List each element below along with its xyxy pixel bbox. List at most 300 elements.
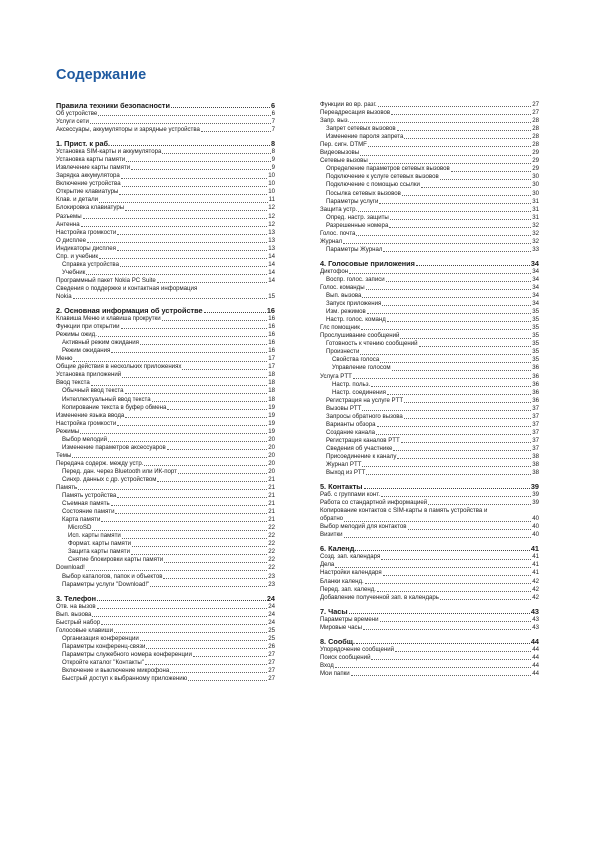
entry-page-number: 37: [532, 420, 539, 428]
toc-entry[interactable]: [320, 292, 539, 300]
dot-leader: [73, 361, 267, 362]
toc-entry[interactable]: [56, 339, 275, 347]
toc-entry[interactable]: [320, 230, 539, 238]
entry-page-number: 42: [532, 577, 539, 585]
toc-entry[interactable]: [320, 198, 539, 206]
toc-entry[interactable]: [320, 437, 539, 445]
entry-page-number: 12: [268, 212, 275, 220]
toc-entry[interactable]: [56, 412, 275, 420]
toc-entry[interactable]: [56, 484, 275, 492]
entry-title: Включение устройства: [56, 180, 121, 188]
dot-leader: [121, 178, 267, 179]
toc-section-heading[interactable]: [56, 306, 275, 315]
toc-entry[interactable]: [320, 421, 539, 429]
entry-page-number: 27: [268, 650, 275, 658]
toc-entry[interactable]: [56, 444, 275, 452]
dot-leader: [377, 426, 532, 427]
toc-entry[interactable]: [56, 420, 275, 428]
entry-page-number: 19: [268, 427, 275, 435]
toc-entry[interactable]: [320, 461, 539, 469]
entry-title: Память устройства: [62, 492, 117, 500]
toc-entry[interactable]: [320, 340, 539, 348]
toc-entry[interactable]: [320, 246, 539, 254]
entry-page-number: 21: [268, 500, 275, 508]
toc-entry[interactable]: [320, 413, 539, 421]
toc-entry[interactable]: [56, 643, 275, 651]
toc-entry[interactable]: [320, 300, 539, 308]
toc-entry[interactable]: [56, 245, 275, 253]
toc-entry[interactable]: [56, 556, 275, 564]
entry-page-number: 35: [532, 324, 539, 332]
entry-title: Функции при открытии: [56, 323, 120, 331]
toc-section-heading[interactable]: [320, 259, 539, 268]
dot-leader: [362, 466, 531, 467]
toc-entry[interactable]: [56, 500, 275, 508]
toc-entry[interactable]: [320, 561, 539, 569]
toc-section-heading[interactable]: [320, 544, 539, 553]
dot-leader: [204, 312, 266, 313]
toc-entry[interactable]: [56, 371, 275, 379]
section-page-number: 24: [266, 593, 275, 603]
entry-title: Перед. зап. календ.: [320, 585, 376, 593]
entry-title: Поиск сообщений: [320, 653, 371, 661]
toc-section-heading[interactable]: [320, 607, 539, 616]
page-title: Содержание: [56, 67, 147, 83]
toc-entry[interactable]: [56, 564, 275, 572]
toc-entry[interactable]: [56, 363, 275, 371]
entry-page-number: 41: [532, 561, 539, 569]
dot-leader: [344, 521, 531, 522]
dot-leader: [171, 107, 270, 108]
entry-page-number: 40: [532, 523, 539, 531]
entry-page-number: 7: [271, 126, 275, 134]
toc-entry[interactable]: [56, 540, 275, 548]
entry-title: Сведения об участнике: [326, 444, 393, 452]
toc-entry-wrapped[interactable]: [320, 507, 539, 523]
entry-page-number: 12: [268, 204, 275, 212]
dot-leader: [97, 608, 268, 609]
entry-page-number: 38: [532, 469, 539, 477]
entry-page-number: 16: [268, 323, 275, 331]
toc-entry[interactable]: [56, 651, 275, 659]
entry-title: Организация конференции: [62, 634, 139, 642]
toc-entry[interactable]: [320, 165, 539, 173]
toc-entry[interactable]: [56, 675, 275, 683]
toc-entry[interactable]: [320, 149, 539, 157]
entry-page-number: 16: [268, 331, 275, 339]
entry-title: Запрет сетевых вызовов: [326, 125, 396, 133]
entry-title: Об устройстве: [56, 110, 98, 117]
entry-title: Выбор каталогов, папок и объектов: [62, 572, 163, 580]
toc-entry[interactable]: [56, 213, 275, 221]
entry-title: Параметры служебного номера конференции: [62, 650, 192, 658]
section-page-number: 39: [530, 482, 539, 492]
entry-page-number: 11: [268, 196, 275, 204]
dot-leader: [108, 441, 267, 442]
dot-leader: [122, 538, 267, 539]
dot-leader: [428, 504, 531, 505]
dot-leader: [144, 465, 267, 466]
entry-page-number: 14: [268, 276, 275, 284]
dot-leader: [383, 251, 531, 252]
toc-entry[interactable]: [320, 429, 539, 437]
toc-entry-wrapped[interactable]: [56, 285, 275, 301]
toc-entry[interactable]: [56, 172, 275, 180]
entry-page-number: 15: [268, 292, 275, 300]
entry-title: Определение параметров сетевых вызовов: [326, 165, 450, 173]
toc-entry[interactable]: [320, 646, 539, 654]
entry-page-number: 44: [532, 669, 539, 677]
entry-title: Зарядка аккумулятора: [56, 172, 120, 180]
toc-entry[interactable]: [56, 180, 275, 188]
toc-entry[interactable]: [320, 141, 539, 149]
entry-page-number: 28: [532, 125, 539, 133]
toc-entry[interactable]: [56, 603, 275, 611]
toc-entry[interactable]: [320, 173, 539, 181]
dot-leader: [421, 187, 531, 188]
entry-title: Установка карты памяти: [56, 156, 126, 164]
toc-entry[interactable]: [320, 381, 539, 389]
dot-leader: [72, 457, 267, 458]
dot-leader: [97, 600, 266, 601]
entry-title: Память: [56, 484, 78, 492]
toc-entry[interactable]: [320, 373, 539, 381]
entry-title: Формат. карты памяти: [68, 540, 132, 548]
toc-entry[interactable]: [56, 269, 275, 277]
toc-entry[interactable]: [320, 499, 539, 507]
dot-leader: [377, 591, 531, 592]
toc-entry[interactable]: [320, 332, 539, 340]
entry-title: Работа со стандартной информацией: [320, 499, 428, 507]
entry-page-number: 18: [268, 387, 275, 395]
section-title: Правила техники безопасности: [56, 101, 170, 110]
entry-title: Изменение пароля запрета: [326, 133, 404, 141]
toc-entry[interactable]: [320, 364, 539, 372]
section-page-number: 6: [270, 101, 275, 110]
toc-entry[interactable]: [320, 523, 539, 531]
toc-entry[interactable]: [56, 387, 275, 395]
toc-entry[interactable]: [320, 316, 539, 324]
entry-page-number: 19: [268, 411, 275, 419]
entry-page-number: 26: [268, 642, 275, 650]
entry-page-number: 20: [268, 435, 275, 443]
entry-title: Изменение языка ввода: [56, 411, 125, 419]
entry-page-number: 29: [532, 165, 539, 173]
entry-page-number: 13: [268, 244, 275, 252]
toc-entry[interactable]: [56, 221, 275, 229]
toc-entry[interactable]: [56, 476, 275, 484]
section-page-number: 44: [530, 636, 539, 646]
dot-leader: [356, 235, 531, 236]
entry-page-number: 38: [532, 461, 539, 469]
toc-entry[interactable]: [320, 109, 539, 117]
toc-entry[interactable]: [320, 181, 539, 189]
toc-entry[interactable]: [56, 331, 275, 339]
dot-leader: [350, 122, 531, 123]
dot-leader: [90, 123, 271, 124]
dot-leader: [397, 458, 531, 459]
entry-title: Клавиша Меню и клавиша прокрутки: [56, 315, 161, 323]
toc-entry[interactable]: [320, 157, 539, 165]
entry-page-number: 37: [532, 404, 539, 412]
dot-leader: [366, 474, 531, 475]
toc-entry[interactable]: [320, 308, 539, 316]
toc-entry[interactable]: [320, 654, 539, 662]
dot-leader: [145, 664, 267, 665]
entry-title: Клав. и детали: [56, 196, 99, 204]
dot-leader: [99, 202, 268, 203]
toc-entry[interactable]: [56, 436, 275, 444]
dot-leader: [87, 242, 267, 243]
toc-entry[interactable]: [320, 125, 539, 133]
toc-entry[interactable]: [56, 355, 275, 363]
entry-title: Справка устройства: [62, 260, 119, 268]
entry-page-number: 28: [532, 141, 539, 149]
toc-entry[interactable]: [56, 659, 275, 667]
toc-entry[interactable]: [320, 469, 539, 477]
toc-entry[interactable]: [56, 619, 275, 627]
toc-entry[interactable]: [56, 396, 275, 404]
toc-entry[interactable]: [320, 586, 539, 594]
entry-page-number: 9: [271, 164, 275, 172]
toc-entry[interactable]: [320, 238, 539, 246]
toc-entry[interactable]: [56, 315, 275, 323]
section-title: 2. Основная информация об устройстве: [56, 306, 203, 316]
entry-title: Параметры конференц-связи: [62, 642, 146, 650]
entry-page-number: 28: [532, 133, 539, 141]
entry-title: Быстрый набор: [56, 618, 101, 626]
dot-leader: [343, 243, 531, 244]
toc-entry[interactable]: [56, 253, 275, 261]
dot-leader: [125, 393, 268, 394]
section-page-number: 43: [530, 606, 539, 616]
toc-section-heading[interactable]: [56, 594, 275, 603]
toc-entry[interactable]: [56, 468, 275, 476]
dot-leader: [390, 219, 531, 220]
dot-leader: [395, 651, 531, 652]
toc-entry[interactable]: [56, 261, 275, 269]
entry-page-number: 36: [532, 380, 539, 388]
entry-title: Настр. польз.: [332, 380, 371, 388]
toc-entry[interactable]: [320, 569, 539, 577]
section-page-number: 16: [266, 306, 275, 316]
entry-page-number: 41: [532, 569, 539, 577]
entry-page-number: 36: [532, 372, 539, 380]
toc-entry[interactable]: [56, 548, 275, 556]
dot-leader: [357, 550, 529, 551]
dot-leader: [111, 352, 267, 353]
entry-page-number: 23: [268, 572, 275, 580]
toc-entry[interactable]: [56, 156, 275, 164]
entry-page-number: 31: [532, 197, 539, 205]
toc-entry[interactable]: [320, 624, 539, 632]
toc-section-heading[interactable]: [56, 139, 275, 148]
dot-leader: [170, 672, 267, 673]
toc-entry[interactable]: [56, 196, 275, 204]
entry-title: Переадресация вызовов: [320, 109, 391, 117]
toc-entry[interactable]: [56, 667, 275, 675]
toc-entry[interactable]: [56, 277, 275, 285]
toc-entry[interactable]: [320, 268, 539, 276]
dot-leader: [120, 266, 267, 267]
toc-entry[interactable]: [56, 573, 275, 581]
entry-title-line2: обратно: [320, 515, 344, 523]
dot-leader: [386, 281, 532, 282]
entry-title: Создание канала: [326, 428, 376, 436]
toc-entry[interactable]: [320, 662, 539, 670]
toc-entry[interactable]: [56, 229, 275, 237]
dot-leader: [387, 321, 531, 322]
dot-leader: [146, 648, 267, 649]
toc-entry[interactable]: [56, 204, 275, 212]
entry-page-number: 18: [268, 379, 275, 387]
entry-page-number: 23: [268, 580, 275, 588]
dot-leader: [378, 106, 532, 107]
entry-title: Мои папки: [320, 669, 350, 677]
toc-entry[interactable]: [320, 491, 539, 499]
toc-entry[interactable]: [320, 397, 539, 405]
entry-title: Обычный ввод текста: [62, 387, 124, 395]
dot-leader: [380, 362, 531, 363]
entry-page-number: 14: [268, 252, 275, 260]
dot-leader: [78, 489, 267, 490]
entry-page-number: 27: [532, 101, 539, 108]
toc-entry[interactable]: [320, 445, 539, 453]
dot-leader: [117, 234, 267, 235]
dot-leader: [101, 521, 267, 522]
entry-page-number: 35: [532, 348, 539, 356]
toc-entry[interactable]: [56, 323, 275, 331]
toc-entry[interactable]: [320, 133, 539, 141]
toc-entry[interactable]: [56, 627, 275, 635]
entry-page-number: 27: [268, 675, 275, 683]
entry-title: Настройка громкости: [56, 228, 117, 236]
toc-entry[interactable]: [320, 616, 539, 624]
toc-entry[interactable]: [56, 635, 275, 643]
entry-title-line1: Сведения о поддержке и контактная информация: [56, 284, 198, 292]
toc-entry[interactable]: [320, 190, 539, 198]
toc-entry[interactable]: [56, 347, 275, 355]
dot-leader: [367, 313, 531, 314]
toc-entry[interactable]: [56, 532, 275, 540]
entry-title: Воспр. голос. записи: [326, 275, 385, 283]
dot-leader: [83, 218, 268, 219]
toc-entry[interactable]: [320, 222, 539, 230]
toc-entry[interactable]: [56, 452, 275, 460]
dot-leader: [368, 146, 531, 147]
entry-page-number: 21: [268, 492, 275, 500]
dot-leader: [73, 298, 268, 299]
entry-title: Аксессуары, аккумуляторы и зарядные устройства: [56, 126, 200, 134]
toc-entry[interactable]: [56, 581, 275, 589]
entry-page-number: 21: [268, 484, 275, 492]
toc-entry[interactable]: [320, 405, 539, 413]
toc-entry[interactable]: [56, 126, 275, 134]
entry-title: Извлечение карты памяти: [56, 164, 131, 172]
entry-page-number: 20: [268, 459, 275, 467]
entry-title: Защита карты памяти: [68, 548, 130, 556]
toc-entry[interactable]: [56, 110, 275, 118]
toc-entry[interactable]: [56, 164, 275, 172]
toc-entry[interactable]: [56, 428, 275, 436]
dot-leader: [125, 417, 267, 418]
entry-title: Визитки: [320, 531, 343, 539]
entry-title: Голос. команды: [320, 283, 365, 291]
toc-entry[interactable]: [320, 578, 539, 586]
toc-entry[interactable]: [320, 284, 539, 292]
entry-title: Параметры времени: [320, 615, 379, 623]
entry-page-number: 22: [268, 548, 275, 556]
toc-entry[interactable]: [56, 524, 275, 532]
toc-entry[interactable]: [320, 531, 539, 539]
toc-entry[interactable]: [56, 237, 275, 245]
entry-title: Изменение параметров аксессуаров: [62, 443, 166, 451]
toc-entry[interactable]: [320, 117, 539, 125]
entry-page-number: 20: [268, 451, 275, 459]
toc-entry[interactable]: [320, 348, 539, 356]
toc-entry[interactable]: [56, 118, 275, 126]
dot-leader: [164, 562, 267, 563]
toc-entry[interactable]: [320, 670, 539, 678]
toc-section-heading[interactable]: [320, 482, 539, 491]
toc-entry[interactable]: [320, 553, 539, 561]
toc-entry[interactable]: [56, 188, 275, 196]
entry-page-number: 35: [532, 340, 539, 348]
toc-entry[interactable]: [320, 214, 539, 222]
entry-page-number: 43: [532, 615, 539, 623]
toc-entry[interactable]: [320, 206, 539, 214]
entry-page-number: 38: [532, 452, 539, 460]
toc-entry[interactable]: [56, 379, 275, 387]
entry-title: Регистрация каналов PTT: [326, 436, 400, 444]
entry-page-number: 7: [271, 118, 275, 126]
entry-page-number: 10: [268, 172, 275, 180]
section-page-number: 8: [270, 139, 275, 149]
toc-entry[interactable]: [320, 453, 539, 461]
toc-entry[interactable]: [56, 611, 275, 619]
toc-entry[interactable]: [320, 594, 539, 602]
toc-entry[interactable]: [320, 356, 539, 364]
toc-entry[interactable]: [320, 101, 539, 109]
entry-page-number: 22: [268, 564, 275, 572]
entry-page-number: 34: [532, 283, 539, 291]
toc-entry[interactable]: [320, 389, 539, 397]
toc-section-heading[interactable]: [320, 637, 539, 646]
toc-entry[interactable]: [56, 460, 275, 468]
entry-title: Журнал: [320, 237, 343, 245]
entry-title: Синхр. данных с др. устройством: [62, 475, 157, 483]
dot-leader: [92, 530, 267, 531]
dot-leader: [365, 583, 531, 584]
dot-leader: [404, 138, 531, 139]
entry-title: Раб. с группами конт.: [320, 491, 381, 499]
entry-page-number: 39: [532, 491, 539, 499]
entry-title: Откройте каталог "Контакты": [62, 658, 144, 666]
toc-entry[interactable]: [56, 516, 275, 524]
entry-title: Глс помощник: [320, 324, 360, 332]
toc-entry[interactable]: [56, 148, 275, 156]
entry-page-number: 24: [268, 618, 275, 626]
dot-leader: [349, 273, 531, 274]
toc-section-heading[interactable]: [56, 101, 275, 110]
toc-entry[interactable]: [320, 324, 539, 332]
entry-page-number: 19: [268, 403, 275, 411]
toc-entry[interactable]: [320, 276, 539, 284]
toc-entry[interactable]: [56, 508, 275, 516]
toc-entry[interactable]: [56, 492, 275, 500]
toc-entry[interactable]: [56, 404, 275, 412]
dot-leader: [363, 629, 531, 630]
